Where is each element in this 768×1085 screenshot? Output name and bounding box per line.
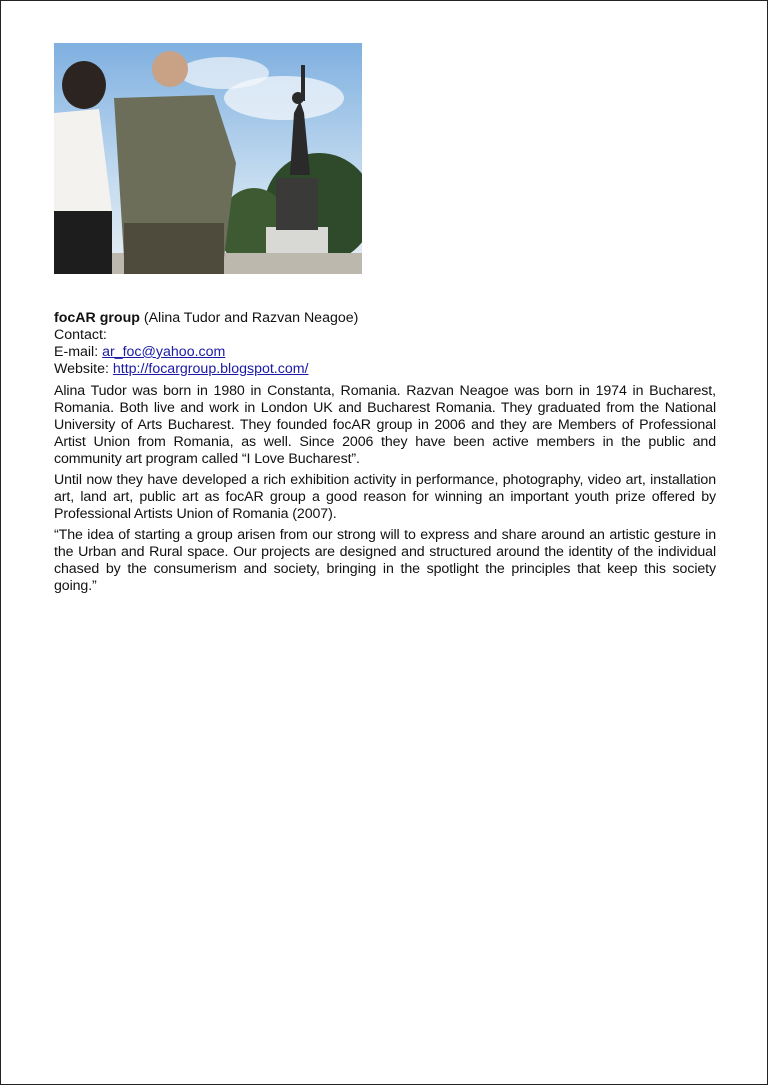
group-photo: [54, 43, 362, 274]
quote-paragraph: “The idea of starting a group arisen from our strong will to express and share around an artistic gesture in the Urban and Rural space. Our projects are designed and structured around the identity of the individual chased by the consumerism and society, bringing in the spotlight the principles that keep this society going.”: [54, 527, 716, 594]
email-line: [54, 344, 716, 361]
group-name: focAR group: [54, 310, 140, 326]
activity-paragraph: Until now they have developed a rich exhibition activity in performance, photography, video art, installation art, land art, public art as focAR group a good reason for winning an important youth prize offered by Professional Artists Union of Romania (2007).: [54, 472, 716, 522]
website-link[interactable]: http://focargroup.blogspot.com/: [112, 361, 309, 377]
contact-label: Contact:: [54, 327, 107, 343]
website-line: [54, 361, 716, 378]
group-members: (Alina Tudor and Razvan Neagoe): [139, 310, 359, 326]
bio-text-block: [54, 310, 716, 595]
website-label: Website:: [54, 361, 113, 377]
email-label: E-mail:: [54, 344, 103, 360]
email-link[interactable]: ar_foc@yahoo.com: [102, 344, 226, 360]
group-heading-line: [54, 310, 716, 327]
group-photo-image: [54, 43, 362, 274]
bio-paragraph: Alina Tudor was born in 1980 in Constanta, Romania. Razvan Neagoe was born in 1974 in Bucharest, Romania. Both live and work in London UK and Bucharest Romania. They graduated from the National University of Arts Bucharest. They founded focAR group in 2006 and they are Members of Professional Artist Union from Romania, as well. Since 2006 they have been active members in the public and community art program called “I Love Bucharest”.: [54, 383, 716, 467]
